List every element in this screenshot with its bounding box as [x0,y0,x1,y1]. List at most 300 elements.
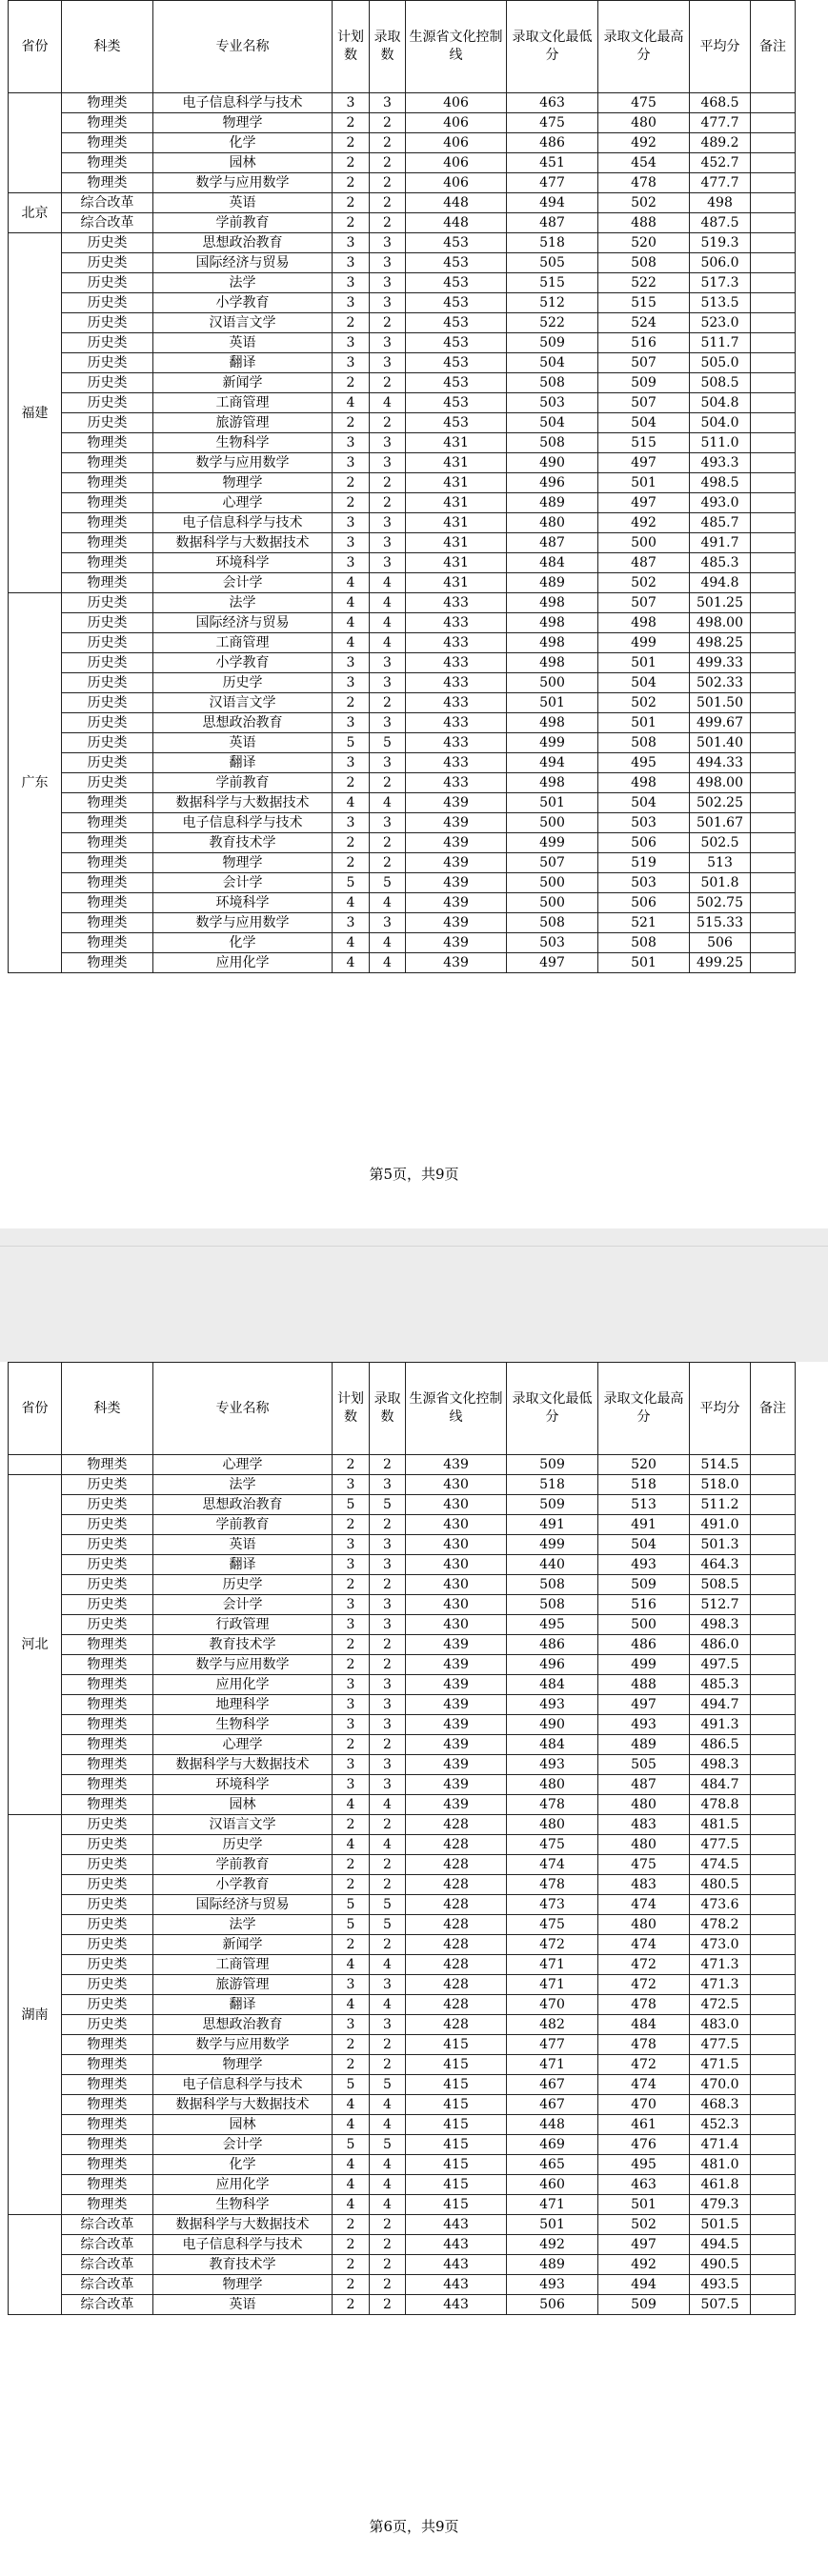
min-score-cell: 471 [507,2195,598,2215]
plan-cell: 2 [333,773,370,793]
min-score-cell: 499 [507,733,598,753]
category-cell: 综合改革 [62,193,153,213]
category-cell: 物理类 [62,933,153,953]
min-score-cell: 500 [507,893,598,913]
min-score-cell: 440 [507,1555,598,1575]
min-score-cell: 489 [507,573,598,593]
category-cell: 物理类 [62,473,153,493]
category-cell: 历史类 [62,593,153,613]
admitted-cell: 3 [370,1695,406,1715]
control-line-cell: 431 [406,553,507,573]
remarks-cell [751,1575,796,1595]
major-cell: 翻译 [153,753,333,773]
control-line-cell: 406 [406,173,507,193]
plan-cell: 2 [333,213,370,233]
admission-table-page-6 [8,1362,796,2315]
max-score-cell: 483 [598,1875,690,1895]
major-cell: 法学 [153,593,333,613]
plan-cell: 3 [333,2015,370,2035]
admitted-cell: 2 [370,173,406,193]
table-row [9,813,796,833]
max-score-cell: 504 [598,673,690,693]
average-cell: 498.3 [690,1615,751,1635]
average-cell: 499.33 [690,653,751,673]
category-cell: 历史类 [62,653,153,673]
remarks-cell [751,873,796,893]
average-cell: 485.7 [690,513,751,533]
control-line-cell: 431 [406,453,507,473]
plan-cell: 3 [333,1615,370,1635]
remarks-cell [751,2055,796,2075]
min-score-cell: 480 [507,1775,598,1795]
control-line-cell: 439 [406,913,507,933]
min-score-cell: 501 [507,793,598,813]
category-cell: 物理类 [62,493,153,513]
control-line-cell: 415 [406,2035,507,2055]
min-score-cell: 496 [507,473,598,493]
admitted-cell: 5 [370,1915,406,1935]
category-cell: 历史类 [62,1895,153,1915]
average-cell: 494.7 [690,1695,751,1715]
min-score-cell: 486 [507,1635,598,1655]
admitted-cell: 2 [370,1515,406,1535]
admitted-cell: 4 [370,633,406,653]
table-row [9,553,796,573]
admitted-cell: 3 [370,453,406,473]
category-cell: 物理类 [62,2195,153,2215]
major-cell: 工商管理 [153,633,333,653]
max-score-cell: 515 [598,293,690,313]
average-cell: 513 [690,853,751,873]
remarks-cell [751,2175,796,2195]
max-score-cell: 498 [598,613,690,633]
category-cell: 物理类 [62,113,153,133]
min-score-cell: 490 [507,453,598,473]
header-average: 平均分 [690,1,751,93]
plan-cell: 2 [333,473,370,493]
average-cell: 491.3 [690,1715,751,1735]
header-major: 专业名称 [153,1,333,93]
average-cell: 477.7 [690,113,751,133]
min-score-cell: 489 [507,493,598,513]
control-line-cell: 439 [406,833,507,853]
category-cell: 历史类 [62,1815,153,1835]
max-score-cell: 488 [598,1675,690,1695]
control-line-cell: 453 [406,413,507,433]
plan-cell: 2 [333,833,370,853]
table-row [9,653,796,673]
category-cell: 物理类 [62,2035,153,2055]
category-cell: 历史类 [62,1915,153,1935]
max-score-cell: 504 [598,793,690,813]
admitted-cell: 2 [370,853,406,873]
admitted-cell: 3 [370,1535,406,1555]
control-line-cell: 431 [406,493,507,513]
max-score-cell: 474 [598,1895,690,1915]
control-line-cell: 430 [406,1515,507,1535]
admitted-cell: 3 [370,1615,406,1635]
max-score-cell: 483 [598,1815,690,1835]
header-min-score: 录取文化最低分 [507,1363,598,1455]
min-score-cell: 501 [507,693,598,713]
plan-cell: 2 [333,1655,370,1675]
table-row [9,1815,796,1835]
plan-cell: 3 [333,913,370,933]
remarks-cell [751,2035,796,2055]
average-cell: 504.0 [690,413,751,433]
category-cell: 历史类 [62,1555,153,1575]
average-cell: 479.3 [690,2195,751,2215]
max-score-cell: 518 [598,1475,690,1495]
control-line-cell: 431 [406,473,507,493]
category-cell: 历史类 [62,753,153,773]
average-cell: 486.5 [690,1735,751,1755]
major-cell: 工商管理 [153,393,333,413]
admitted-cell: 2 [370,493,406,513]
control-line-cell: 439 [406,1735,507,1755]
max-score-cell: 506 [598,833,690,853]
min-score-cell: 473 [507,1895,598,1915]
plan-cell: 3 [333,453,370,473]
remarks-cell [751,773,796,793]
table-row [9,853,796,873]
page-5 [0,0,828,1228]
major-cell: 生物科学 [153,2195,333,2215]
table-row [9,513,796,533]
average-cell: 499.25 [690,953,751,973]
average-cell: 472.5 [690,1995,751,2015]
category-cell: 物理类 [62,1675,153,1695]
remarks-cell [751,673,796,693]
category-cell: 综合改革 [62,2215,153,2235]
average-cell: 477.7 [690,173,751,193]
min-score-cell: 496 [507,1655,598,1675]
average-cell: 513.5 [690,293,751,313]
average-cell: 523.0 [690,313,751,333]
admitted-cell: 4 [370,893,406,913]
control-line-cell: 439 [406,1675,507,1695]
remarks-cell [751,913,796,933]
major-cell: 园林 [153,1795,333,1815]
min-score-cell: 498 [507,653,598,673]
major-cell: 学前教育 [153,1855,333,1875]
max-score-cell: 508 [598,733,690,753]
average-cell: 493.5 [690,2275,751,2295]
table-row [9,2115,796,2135]
category-cell: 物理类 [62,1455,153,1475]
remarks-cell [751,2095,796,2115]
average-cell: 508.5 [690,373,751,393]
average-cell: 494.5 [690,2235,751,2255]
plan-cell: 4 [333,573,370,593]
admitted-cell: 3 [370,353,406,373]
major-cell: 法学 [153,1915,333,1935]
admitted-cell: 3 [370,1675,406,1695]
control-line-cell: 453 [406,393,507,413]
category-cell: 历史类 [62,713,153,733]
admitted-cell: 3 [370,513,406,533]
table-row [9,233,796,253]
remarks-cell [751,373,796,393]
remarks-cell [751,193,796,213]
min-score-cell: 493 [507,1755,598,1775]
remarks-cell [751,2115,796,2135]
average-cell: 481.5 [690,1815,751,1835]
control-line-cell: 453 [406,273,507,293]
average-cell: 514.5 [690,1455,751,1475]
major-cell: 会计学 [153,1595,333,1615]
control-line-cell: 453 [406,353,507,373]
average-cell: 452.7 [690,153,751,173]
control-line-cell: 439 [406,1755,507,1775]
header-min-score: 录取文化最低分 [507,1,598,93]
admitted-cell: 4 [370,2195,406,2215]
plan-cell: 3 [333,1555,370,1575]
control-line-cell: 433 [406,653,507,673]
admitted-cell: 2 [370,1455,406,1475]
major-cell: 数学与应用数学 [153,2035,333,2055]
admitted-cell: 2 [370,1735,406,1755]
plan-cell: 2 [333,2055,370,2075]
admitted-cell: 3 [370,673,406,693]
remarks-cell [751,813,796,833]
plan-cell: 5 [333,2135,370,2155]
max-score-cell: 502 [598,2215,690,2235]
plan-cell: 2 [333,2255,370,2275]
plan-cell: 2 [333,2035,370,2055]
max-score-cell: 495 [598,2155,690,2175]
max-score-cell: 492 [598,133,690,153]
average-cell: 511.2 [690,1495,751,1515]
plan-cell: 2 [333,1575,370,1595]
major-cell: 生物科学 [153,433,333,453]
min-score-cell: 471 [507,1975,598,1995]
max-score-cell: 480 [598,113,690,133]
category-cell: 物理类 [62,2095,153,2115]
admitted-cell: 4 [370,393,406,413]
remarks-cell [751,1835,796,1855]
major-cell: 应用化学 [153,953,333,973]
min-score-cell: 500 [507,873,598,893]
table-row [9,2135,796,2155]
average-cell: 498.5 [690,473,751,493]
admitted-cell: 4 [370,2095,406,2115]
admitted-cell: 2 [370,1935,406,1955]
plan-cell: 2 [333,1735,370,1755]
table-row [9,1555,796,1575]
major-cell: 国际经济与贸易 [153,1895,333,1915]
table-row [9,1715,796,1735]
category-cell: 物理类 [62,2175,153,2195]
min-score-cell: 498 [507,713,598,733]
max-score-cell: 470 [598,2095,690,2115]
remarks-cell [751,833,796,853]
control-line-cell: 415 [406,2195,507,2215]
table-row [9,2175,796,2195]
major-cell: 电子信息科学与技术 [153,2235,333,2255]
plan-cell: 2 [333,413,370,433]
min-score-cell: 495 [507,1615,598,1635]
min-score-cell: 467 [507,2095,598,2115]
average-cell: 506.0 [690,253,751,273]
min-score-cell: 500 [507,813,598,833]
min-score-cell: 480 [507,1815,598,1835]
major-cell: 翻译 [153,353,333,373]
category-cell: 物理类 [62,873,153,893]
major-cell: 思想政治教育 [153,233,333,253]
major-cell: 思想政治教育 [153,713,333,733]
admitted-cell: 5 [370,2075,406,2095]
remarks-cell [751,633,796,653]
max-score-cell: 507 [598,353,690,373]
major-cell: 应用化学 [153,1675,333,1695]
major-cell: 行政管理 [153,1615,333,1635]
admitted-cell: 5 [370,1895,406,1915]
control-line-cell: 439 [406,813,507,833]
admitted-cell: 2 [370,773,406,793]
remarks-cell [751,2135,796,2155]
admitted-cell: 2 [370,2215,406,2235]
remarks-cell [751,1955,796,1975]
table-row [9,1535,796,1555]
min-score-cell: 471 [507,2055,598,2075]
average-cell: 517.3 [690,273,751,293]
average-cell: 501.40 [690,733,751,753]
remarks-cell [751,2015,796,2035]
min-score-cell: 490 [507,1715,598,1735]
table-row [9,153,796,173]
header-remarks: 备注 [751,1,796,93]
category-cell: 历史类 [62,2015,153,2035]
major-cell: 汉语言文学 [153,693,333,713]
remarks-cell [751,533,796,553]
table-row [9,1835,796,1855]
category-cell: 物理类 [62,2075,153,2095]
table-row [9,2095,796,2115]
control-line-cell: 430 [406,1615,507,1635]
average-cell: 471.4 [690,2135,751,2155]
control-line-cell: 439 [406,953,507,973]
remarks-cell [751,493,796,513]
table-row [9,433,796,453]
control-line-cell: 430 [406,1575,507,1595]
admitted-cell: 2 [370,153,406,173]
control-line-cell: 443 [406,2255,507,2275]
major-cell: 数据科学与大数据技术 [153,1755,333,1775]
min-score-cell: 484 [507,553,598,573]
plan-cell: 3 [333,753,370,773]
min-score-cell: 472 [507,1935,598,1955]
admitted-cell: 5 [370,733,406,753]
min-score-cell: 489 [507,2255,598,2275]
table-header-row [9,1,796,93]
plan-cell: 2 [333,1855,370,1875]
table-row [9,1955,796,1975]
plan-cell: 4 [333,2115,370,2135]
category-cell: 历史类 [62,393,153,413]
average-cell: 518.0 [690,1475,751,1495]
max-score-cell: 494 [598,2275,690,2295]
category-cell: 物理类 [62,813,153,833]
admitted-cell: 2 [370,1655,406,1675]
admitted-cell: 3 [370,533,406,553]
major-cell: 新闻学 [153,373,333,393]
plan-cell: 3 [333,93,370,113]
min-score-cell: 508 [507,433,598,453]
average-cell: 501.8 [690,873,751,893]
max-score-cell: 521 [598,913,690,933]
remarks-cell [751,313,796,333]
max-score-cell: 507 [598,393,690,413]
min-score-cell: 486 [507,133,598,153]
max-score-cell: 454 [598,153,690,173]
control-line-cell: 430 [406,1495,507,1515]
page-footer: 第5页，共9页 [369,1166,459,1183]
table-row [9,913,796,933]
category-cell: 历史类 [62,373,153,393]
category-cell: 物理类 [62,2055,153,2075]
remarks-cell [751,573,796,593]
category-cell: 历史类 [62,1495,153,1515]
plan-cell: 2 [333,1815,370,1835]
control-line-cell: 439 [406,1455,507,1475]
average-cell: 484.7 [690,1775,751,1795]
max-score-cell: 493 [598,1555,690,1575]
control-line-cell: 443 [406,2295,507,2315]
control-line-cell: 415 [406,2055,507,2075]
table-row [9,1855,796,1875]
table-row [9,353,796,373]
min-score-cell: 475 [507,1915,598,1935]
admitted-cell: 2 [370,193,406,213]
remarks-cell [751,553,796,573]
header-province: 省份 [9,1363,62,1455]
category-cell: 物理类 [62,2155,153,2175]
table-row [9,573,796,593]
category-cell: 综合改革 [62,2255,153,2275]
admitted-cell: 3 [370,653,406,673]
plan-cell: 3 [333,1595,370,1615]
admitted-cell: 4 [370,2155,406,2175]
plan-cell: 3 [333,713,370,733]
admitted-cell: 2 [370,2055,406,2075]
min-score-cell: 518 [507,1475,598,1495]
remarks-cell [751,433,796,453]
admitted-cell: 4 [370,1835,406,1855]
control-line-cell: 428 [406,1875,507,1895]
remarks-cell [751,933,796,953]
admitted-cell: 3 [370,93,406,113]
category-cell: 物理类 [62,153,153,173]
control-line-cell: 453 [406,313,507,333]
admitted-cell: 4 [370,613,406,633]
average-cell: 473.6 [690,1895,751,1915]
average-cell: 464.3 [690,1555,751,1575]
control-line-cell: 415 [406,2155,507,2175]
control-line-cell: 453 [406,293,507,313]
table-row [9,453,796,473]
table-row [9,2155,796,2175]
major-cell: 数学与应用数学 [153,1655,333,1675]
table-row [9,1495,796,1515]
admitted-cell: 4 [370,933,406,953]
major-cell: 化学 [153,2155,333,2175]
remarks-cell [751,1475,796,1495]
major-cell: 汉语言文学 [153,313,333,333]
remarks-cell [751,2075,796,2095]
major-cell: 数据科学与大数据技术 [153,793,333,813]
control-line-cell: 453 [406,333,507,353]
